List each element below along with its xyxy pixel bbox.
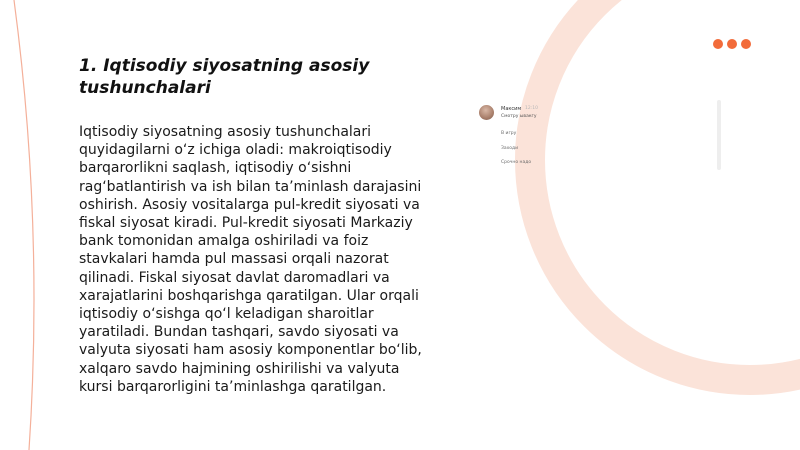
more-dots-icon[interactable] — [713, 39, 751, 49]
chat-option-1[interactable]: В игру — [501, 131, 517, 136]
chat-option-3[interactable]: Срочно надо — [501, 160, 532, 165]
dot — [741, 39, 751, 49]
dot — [713, 39, 723, 49]
chat-sender-name: Максим — [501, 106, 522, 112]
slide-body-text: Iqtisodiy siyosatning asosiy tushunchalari quyidagilarni o‘z ichiga oladi: makroiqtisodiy barqarorlikni saqlash, iqtisodiy o‘sishni rag‘batlantirish va ish bilan ta’minlash darajasini oshirish. Asosiy vositalarga pul-kredit siyosati va fiskal siyosat kiradi. Pul-kredit siyosati Markaziy bank tomonidan amalga oshiriladi va foiz stavkalari hamda pul massasi orqali nazorat qilinadi. Fiskal siyosat davlat daromadlari va xarajatlarini boshqarishga qaratilgan. Ular orqali iqtisodiy o‘sishga qo‘l keladigan sharoitlar yaratiladi. Bundan tashqari, savdo siyosati va valyuta siyosati ham asosiy komponentlar bo‘lib, xalqaro savdo hajmining oshirilishi va valyuta kursi barqarorligini ta’minlashga qaratilgan. — [79, 124, 422, 395]
chat-option-2[interactable]: Заходи — [501, 146, 519, 151]
chat-timestamp: 12:10 — [525, 106, 538, 111]
left-arc-line — [14, 0, 34, 450]
scrollbar[interactable] — [717, 100, 721, 170]
chat-message: Смотру ывакгу — [501, 114, 537, 119]
large-ring — [530, 0, 800, 380]
slide-title: 1. Iqtisodiy siyosatning asosiy tushunchalari — [79, 56, 370, 98]
avatar[interactable] — [479, 105, 494, 120]
dot — [727, 39, 737, 49]
